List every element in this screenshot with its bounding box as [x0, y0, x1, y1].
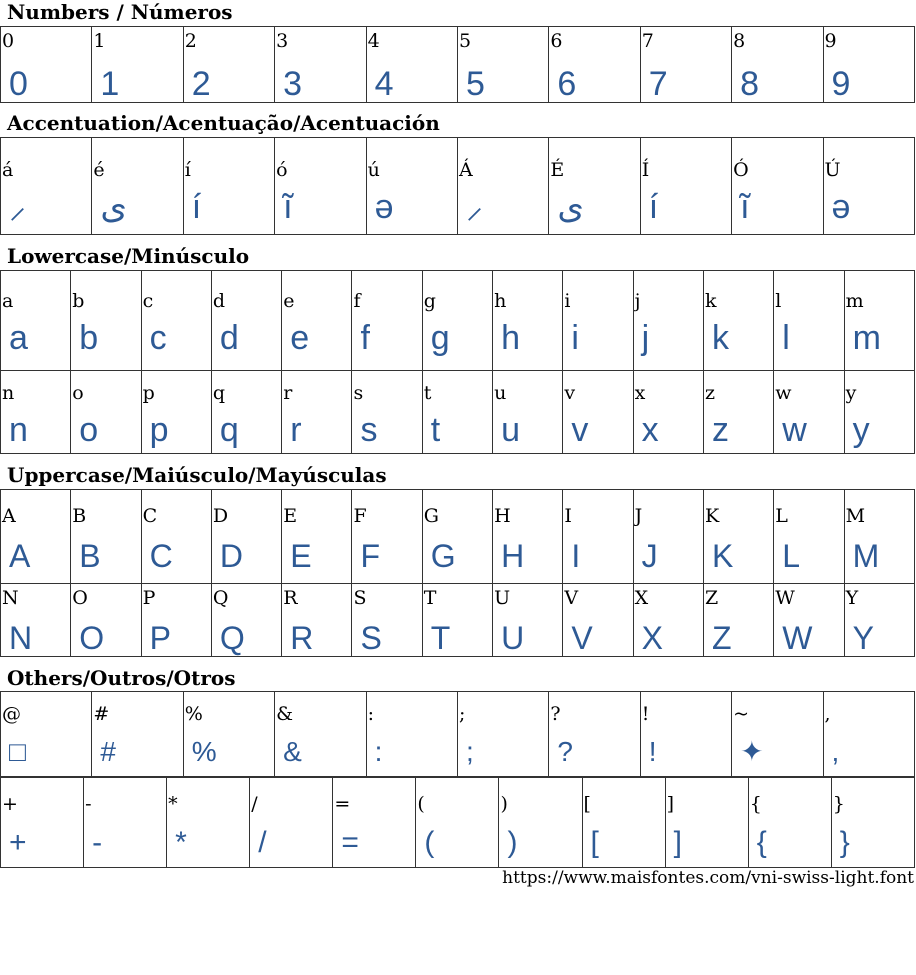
glyph-sample: M [852, 538, 880, 574]
glyph-sample: F [360, 538, 381, 574]
character-label: # [93, 703, 110, 725]
glyph-cell [493, 371, 563, 454]
lowercase-section-title: Lowercase/Minúsculo [7, 244, 250, 268]
glyph-cell [211, 271, 281, 371]
uppercase-section-title: Uppercase/Maiúsculo/Mayúsculas [7, 463, 387, 487]
character-label: % [184, 703, 203, 725]
character-label: T [423, 587, 437, 609]
glyph-sample: ĩ [740, 188, 750, 226]
glyph-cell [844, 371, 914, 454]
glyph-sample: ? [557, 736, 573, 767]
glyph-cell [366, 27, 457, 103]
character-label: @ [2, 703, 21, 725]
character-label: F [353, 505, 367, 527]
glyph-sample: 7 [648, 65, 668, 103]
glyph-sample: B [79, 538, 101, 574]
glyph-cell [282, 490, 352, 584]
glyph-cell [422, 490, 492, 584]
glyph-sample: h [501, 319, 520, 357]
glyph-cell [84, 778, 167, 868]
glyph-sample: j [641, 319, 650, 357]
glyph-sample: l [782, 319, 790, 357]
glyph-sample: a [9, 319, 28, 357]
others-grid-2 [0, 777, 915, 868]
character-label: B [72, 505, 87, 527]
glyph-cell [282, 371, 352, 454]
glyph-sample: k [711, 319, 729, 357]
character-label: Ó [733, 159, 749, 181]
glyph-sample: : [374, 736, 383, 767]
glyph-cell [92, 27, 183, 103]
numbers-grid [0, 26, 915, 103]
character-label: - [85, 793, 92, 815]
glyph-cell [493, 271, 563, 371]
glyph-cell [211, 490, 281, 584]
numbers-section-title: Numbers / Números [7, 0, 233, 24]
character-label: ; [458, 703, 466, 725]
character-label: i [564, 290, 571, 312]
character-label: e [283, 290, 295, 312]
glyph-sample: # [100, 736, 116, 767]
glyph-cell [71, 271, 141, 371]
glyph-sample: ĩ [283, 188, 293, 226]
glyph-cell [563, 271, 633, 371]
glyph-sample: q [219, 411, 239, 449]
glyph-cell [282, 584, 352, 657]
glyph-sample: S [360, 620, 382, 656]
character-label: o [72, 382, 84, 404]
glyph-sample: 6 [557, 65, 577, 103]
glyph-sample: / [258, 826, 267, 859]
glyph-sample: - [92, 826, 103, 859]
glyph-cell [211, 371, 281, 454]
glyph-cell [141, 271, 211, 371]
glyph-cell [703, 271, 773, 371]
glyph-cell [275, 27, 366, 103]
glyph-cell [831, 778, 914, 868]
glyph-sample: ى [100, 188, 128, 226]
glyph-cell [774, 271, 844, 371]
glyph-cell [640, 138, 731, 235]
others-section-title: Others/Outros/Otros [7, 666, 236, 690]
uppercase-grid [0, 489, 915, 657]
glyph-cell [640, 27, 731, 103]
glyph-cell [633, 490, 703, 584]
character-label: W [775, 587, 795, 609]
glyph-cell [732, 692, 823, 777]
character-label: z [704, 382, 715, 404]
glyph-sample: ] [673, 826, 682, 859]
glyph-sample: ! [648, 736, 657, 767]
glyph-sample: o [79, 411, 99, 449]
glyph-sample: + [9, 826, 27, 859]
character-label: ó [276, 159, 288, 181]
character-label: w [775, 382, 792, 404]
glyph-cell [416, 778, 499, 868]
glyph-cell [352, 490, 422, 584]
glyph-sample: * [175, 826, 187, 859]
accent-section-title: Accentuation/Acentuação/Acentuación [7, 111, 440, 135]
glyph-sample: r [290, 411, 302, 449]
glyph-sample: f [360, 319, 370, 357]
character-label: I [564, 505, 572, 527]
glyph-cell [275, 138, 366, 235]
glyph-cell [493, 490, 563, 584]
glyph-cell [1, 490, 71, 584]
character-label: c [142, 290, 154, 312]
glyph-sample: 2 [191, 65, 211, 103]
glyph-cell [422, 371, 492, 454]
character-label: n [2, 382, 15, 404]
glyph-sample: ə [374, 188, 394, 226]
glyph-cell [1, 138, 92, 235]
glyph-cell [774, 584, 844, 657]
glyph-sample: n [9, 411, 28, 449]
character-label: s [353, 382, 364, 404]
character-label: Y [845, 587, 859, 609]
lowercase-grid [0, 270, 915, 454]
glyph-cell [167, 778, 250, 868]
character-label: ) [500, 793, 508, 815]
glyph-cell [141, 584, 211, 657]
glyph-sample: 0 [9, 65, 28, 103]
glyph-cell [665, 778, 748, 868]
glyph-sample: H [501, 538, 525, 574]
character-label: q [212, 382, 226, 404]
character-label: H [494, 505, 511, 527]
character-label: j [634, 290, 641, 312]
character-label: 3 [276, 30, 289, 52]
glyph-sample: U [501, 620, 525, 656]
glyph-cell [774, 490, 844, 584]
glyph-cell [582, 778, 665, 868]
glyph-cell [844, 490, 914, 584]
glyph-cell [141, 490, 211, 584]
character-label: , [824, 703, 831, 725]
glyph-cell [282, 271, 352, 371]
glyph-cell [633, 584, 703, 657]
glyph-sample: ى [557, 188, 584, 226]
glyph-cell [457, 692, 548, 777]
character-label: J [634, 505, 643, 527]
character-label: u [494, 382, 507, 404]
glyph-cell [352, 271, 422, 371]
glyph-sample: d [219, 319, 239, 357]
glyph-sample: } [839, 826, 850, 859]
glyph-sample: { [756, 826, 767, 859]
others-grid-1 [0, 691, 915, 777]
character-label: + [2, 793, 18, 815]
character-label: ] [666, 793, 675, 815]
character-label: X [634, 587, 649, 609]
glyph-sample: ⸝ [465, 188, 483, 226]
character-label: d [212, 290, 226, 312]
glyph-cell [563, 584, 633, 657]
glyph-cell [457, 27, 548, 103]
glyph-cell [823, 138, 914, 235]
character-label: = [334, 793, 351, 815]
character-label: E [283, 505, 298, 527]
accent-grid [0, 137, 915, 235]
glyph-cell [141, 371, 211, 454]
character-label: Q [212, 587, 229, 609]
character-label: R [283, 587, 298, 609]
glyph-cell [748, 778, 831, 868]
glyph-sample: ⸝ [9, 188, 26, 226]
character-label: & [276, 703, 294, 725]
glyph-cell [183, 27, 274, 103]
glyph-cell [640, 692, 731, 777]
glyph-cell [183, 138, 274, 235]
glyph-cell [92, 138, 183, 235]
glyph-cell [549, 692, 640, 777]
glyph-cell [352, 371, 422, 454]
glyph-cell [563, 490, 633, 584]
glyph-cell [844, 584, 914, 657]
character-label: x [634, 382, 646, 404]
glyph-sample: m [852, 319, 881, 357]
glyph-cell [823, 27, 914, 103]
glyph-cell [732, 27, 823, 103]
glyph-sample: K [711, 538, 734, 574]
character-label: C [142, 505, 158, 527]
character-label: M [845, 505, 866, 527]
glyph-cell [703, 490, 773, 584]
glyph-sample: & [283, 736, 302, 767]
character-label: K [704, 505, 720, 527]
glyph-cell [844, 271, 914, 371]
glyph-sample: = [341, 826, 359, 859]
glyph-sample: c [149, 319, 167, 357]
glyph-sample: [ [590, 826, 599, 859]
glyph-sample: í [191, 188, 202, 226]
glyph-sample: Z [711, 620, 732, 656]
glyph-sample: ) [507, 826, 518, 859]
glyph-sample: E [290, 538, 312, 574]
glyph-sample: X [641, 620, 664, 656]
glyph-sample: ə [831, 188, 851, 226]
glyph-cell [493, 584, 563, 657]
glyph-sample: g [430, 319, 450, 357]
glyph-sample: R [290, 620, 314, 656]
glyph-sample: A [9, 538, 31, 574]
glyph-sample: 1 [100, 65, 120, 103]
glyph-sample: D [219, 538, 243, 574]
glyph-cell [1, 584, 71, 657]
character-label: L [775, 505, 788, 527]
character-label: V [564, 587, 579, 609]
glyph-cell [703, 584, 773, 657]
glyph-sample: Y [852, 620, 874, 656]
glyph-cell [422, 584, 492, 657]
glyph-cell [1, 27, 92, 103]
character-label: k [704, 290, 717, 312]
glyph-sample: W [782, 620, 813, 656]
character-label: l [775, 290, 782, 312]
character-label: h [494, 290, 507, 312]
glyph-cell [703, 371, 773, 454]
glyph-sample: ( [424, 826, 435, 859]
character-label: é [93, 159, 105, 181]
glyph-sample: y [852, 411, 870, 449]
character-label: m [845, 290, 864, 312]
glyph-cell [633, 271, 703, 371]
character-label: p [142, 382, 155, 404]
character-label: / [251, 793, 258, 815]
glyph-cell [352, 584, 422, 657]
character-label: b [72, 290, 85, 312]
glyph-sample: p [149, 411, 169, 449]
glyph-sample: s [360, 411, 378, 449]
glyph-cell [774, 371, 844, 454]
character-label: Z [704, 587, 719, 609]
character-label: Í [641, 159, 650, 181]
character-label: v [564, 382, 576, 404]
glyph-cell [1, 371, 71, 454]
glyph-sample: w [782, 411, 807, 449]
character-label: 1 [93, 30, 106, 52]
glyph-sample: 8 [740, 65, 760, 103]
character-label: 8 [733, 30, 746, 52]
glyph-cell [71, 584, 141, 657]
glyph-sample: O [79, 620, 105, 656]
character-label: D [212, 505, 229, 527]
character-label: Ú [824, 159, 841, 181]
character-label: ? [550, 703, 561, 725]
character-label: N [2, 587, 19, 609]
glyph-cell [183, 692, 274, 777]
character-label: 4 [367, 30, 380, 52]
character-label: P [142, 587, 156, 609]
glyph-cell [499, 778, 582, 868]
character-label: 5 [458, 30, 472, 52]
character-label: ( [417, 793, 425, 815]
glyph-sample: I [571, 538, 581, 574]
glyph-sample: C [149, 538, 173, 574]
character-label: t [423, 382, 432, 404]
character-label: Á [458, 159, 473, 181]
glyph-sample: P [149, 620, 171, 656]
glyph-sample: N [9, 620, 33, 656]
character-label: É [550, 159, 565, 181]
glyph-sample: t [430, 411, 441, 449]
glyph-sample: □ [9, 736, 26, 767]
character-label: : [367, 703, 374, 725]
character-label: y [845, 382, 857, 404]
glyph-cell [457, 138, 548, 235]
glyph-cell [1, 692, 92, 777]
character-label: 2 [184, 30, 197, 52]
glyph-cell [549, 138, 640, 235]
glyph-sample: T [430, 620, 451, 656]
glyph-cell [71, 371, 141, 454]
character-label: } [832, 793, 845, 815]
glyph-sample: u [501, 411, 520, 449]
glyph-cell [549, 27, 640, 103]
character-label: ! [641, 703, 650, 725]
glyph-cell [71, 490, 141, 584]
glyph-sample: 3 [283, 65, 303, 103]
glyph-cell [422, 271, 492, 371]
glyph-cell [275, 692, 366, 777]
character-label: a [2, 290, 14, 312]
character-label: í [184, 159, 191, 181]
glyph-cell [92, 692, 183, 777]
character-label: S [353, 587, 367, 609]
glyph-sample: 4 [374, 65, 394, 103]
character-label: G [423, 505, 439, 527]
glyph-sample: b [79, 319, 99, 357]
glyph-sample: V [571, 620, 593, 656]
glyph-cell [366, 692, 457, 777]
glyph-cell [1, 778, 84, 868]
character-label: 0 [2, 30, 15, 52]
character-label: O [72, 587, 88, 609]
glyph-sample: ✦ [740, 736, 764, 767]
glyph-sample: % [191, 736, 217, 767]
glyph-cell [1, 271, 71, 371]
character-label: g [423, 290, 436, 312]
character-label: 9 [824, 30, 837, 52]
character-label: { [749, 793, 762, 815]
character-label: 7 [641, 30, 654, 52]
glyph-sample: Q [219, 620, 245, 656]
glyph-sample: í [648, 188, 659, 226]
character-label: r [283, 382, 293, 404]
glyph-sample: L [782, 538, 801, 574]
glyph-sample: , [831, 736, 840, 767]
glyph-cell [333, 778, 416, 868]
character-label: A [2, 505, 16, 527]
glyph-cell [633, 371, 703, 454]
character-label: 6 [550, 30, 563, 52]
glyph-sample: ; [465, 736, 474, 767]
character-label: ~ [733, 703, 750, 725]
glyph-sample: e [290, 319, 310, 357]
character-label: * [168, 793, 178, 815]
character-label: á [2, 159, 14, 181]
footer-url[interactable]: https://www.maisfontes.com/vni-swiss-light.font [502, 868, 914, 888]
glyph-sample: 5 [465, 65, 485, 103]
glyph-sample: z [711, 411, 729, 449]
glyph-sample: i [571, 319, 579, 357]
glyph-cell [250, 778, 333, 868]
character-label: [ [583, 793, 591, 815]
character-label: ú [367, 159, 380, 181]
character-label: f [353, 290, 361, 312]
glyph-cell [211, 584, 281, 657]
glyph-sample: 9 [831, 65, 851, 103]
glyph-cell [563, 371, 633, 454]
glyph-sample: G [430, 538, 456, 574]
glyph-cell [823, 692, 914, 777]
glyph-sample: x [641, 411, 659, 449]
glyph-cell [732, 138, 823, 235]
character-label: U [494, 587, 511, 609]
glyph-sample: J [641, 538, 658, 574]
glyph-sample: v [571, 411, 589, 449]
glyph-cell [366, 138, 457, 235]
